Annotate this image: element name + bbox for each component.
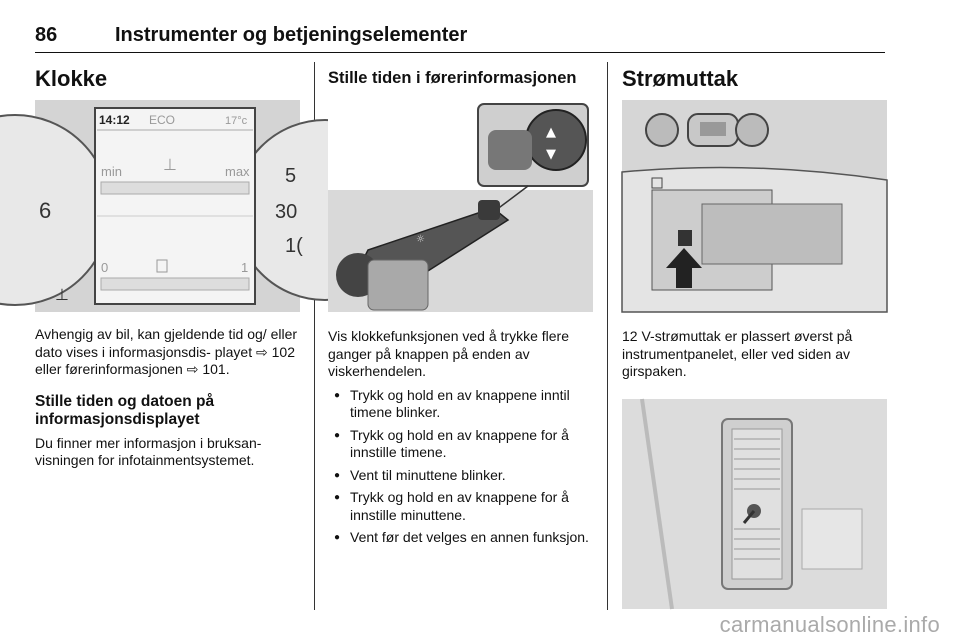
section-heading-set-time: Stille tiden i førerinformasjonen	[328, 69, 577, 87]
instrument-cluster-figure	[35, 100, 303, 312]
svg-text:⊥: ⊥	[55, 285, 69, 304]
svg-text:☼: ☼	[416, 234, 425, 245]
reference-arrow-icon: ⇨	[256, 343, 268, 360]
console-outlet-figure	[622, 399, 887, 609]
list-item: ● Vent til minuttene blinker.	[328, 467, 593, 485]
paragraph-power-outlet: 12 V-strømuttak er plassert øverst på instrumentpanelet, eller ved siden av girspaken.	[622, 328, 853, 379]
dashboard-outlet-figure	[622, 100, 887, 312]
svg-text:▲: ▲	[546, 125, 556, 140]
fuel-low-label: 0	[101, 260, 109, 275]
dial-number: 30	[275, 201, 298, 223]
instruction-list	[328, 387, 593, 547]
paragraph-clock-intro: Avhengig av bil, kan gjeldende tid og/ eller dato vises i informasjonsdis- playet ⇨ 102 eller førerinformasjonen ⇨ 101.	[35, 326, 298, 377]
list-item: ● Trykk og hold en av knappene for å innstille timene.	[328, 427, 593, 462]
gauge-min-label: min	[101, 164, 122, 179]
dial-number: 6	[39, 198, 52, 223]
column-clock	[35, 62, 303, 470]
section-heading-clock: Klokke	[35, 66, 108, 91]
subheading-set-time-display: Stille tiden og datoen på informasjonsdisplayet	[35, 392, 215, 428]
column-divider	[607, 62, 608, 610]
paragraph-infotainment: Du finner mer informasjon i bruksan- visningen for infotainmentsystemet.	[35, 434, 262, 468]
reference-arrow-icon: ⇨	[186, 361, 199, 377]
display-temp: 17°c	[225, 115, 248, 127]
coolant-temp-icon: ⊥	[163, 155, 177, 174]
dial-number: 5	[285, 165, 297, 187]
paragraph-show-clock: Vis klokkefunksjonen ved å trykke flere ganger på knappen på enden av viskerhendelen.	[328, 328, 569, 379]
chapter-title: Instrumenter og betjeningselementer	[115, 24, 468, 46]
gauge-max-label: max	[225, 164, 250, 179]
wiper-lever-figure	[328, 100, 593, 312]
display-mode: ECO	[149, 113, 176, 127]
page-header	[35, 22, 885, 53]
display-time: 14:12	[99, 113, 130, 127]
column-power-outlet	[622, 62, 887, 609]
page-number: 86	[35, 24, 58, 46]
dial-number: 1(	[285, 235, 303, 257]
list-item: ● Trykk og hold en av knappene inntil timene blinker.	[328, 387, 593, 422]
list-item: ● Trykk og hold en av knappene for å innstille minuttene.	[328, 489, 593, 524]
section-heading-power-outlet: Strømuttak	[622, 66, 739, 91]
power-outlet-icon	[678, 230, 692, 246]
list-item: ● Vent før det velges en annen funksjon.	[328, 529, 593, 547]
watermark: carmanualsonline.info	[719, 612, 940, 637]
fuel-high-label: 1	[241, 260, 249, 275]
column-set-time	[328, 62, 593, 552]
svg-text:▼: ▼	[546, 147, 556, 162]
